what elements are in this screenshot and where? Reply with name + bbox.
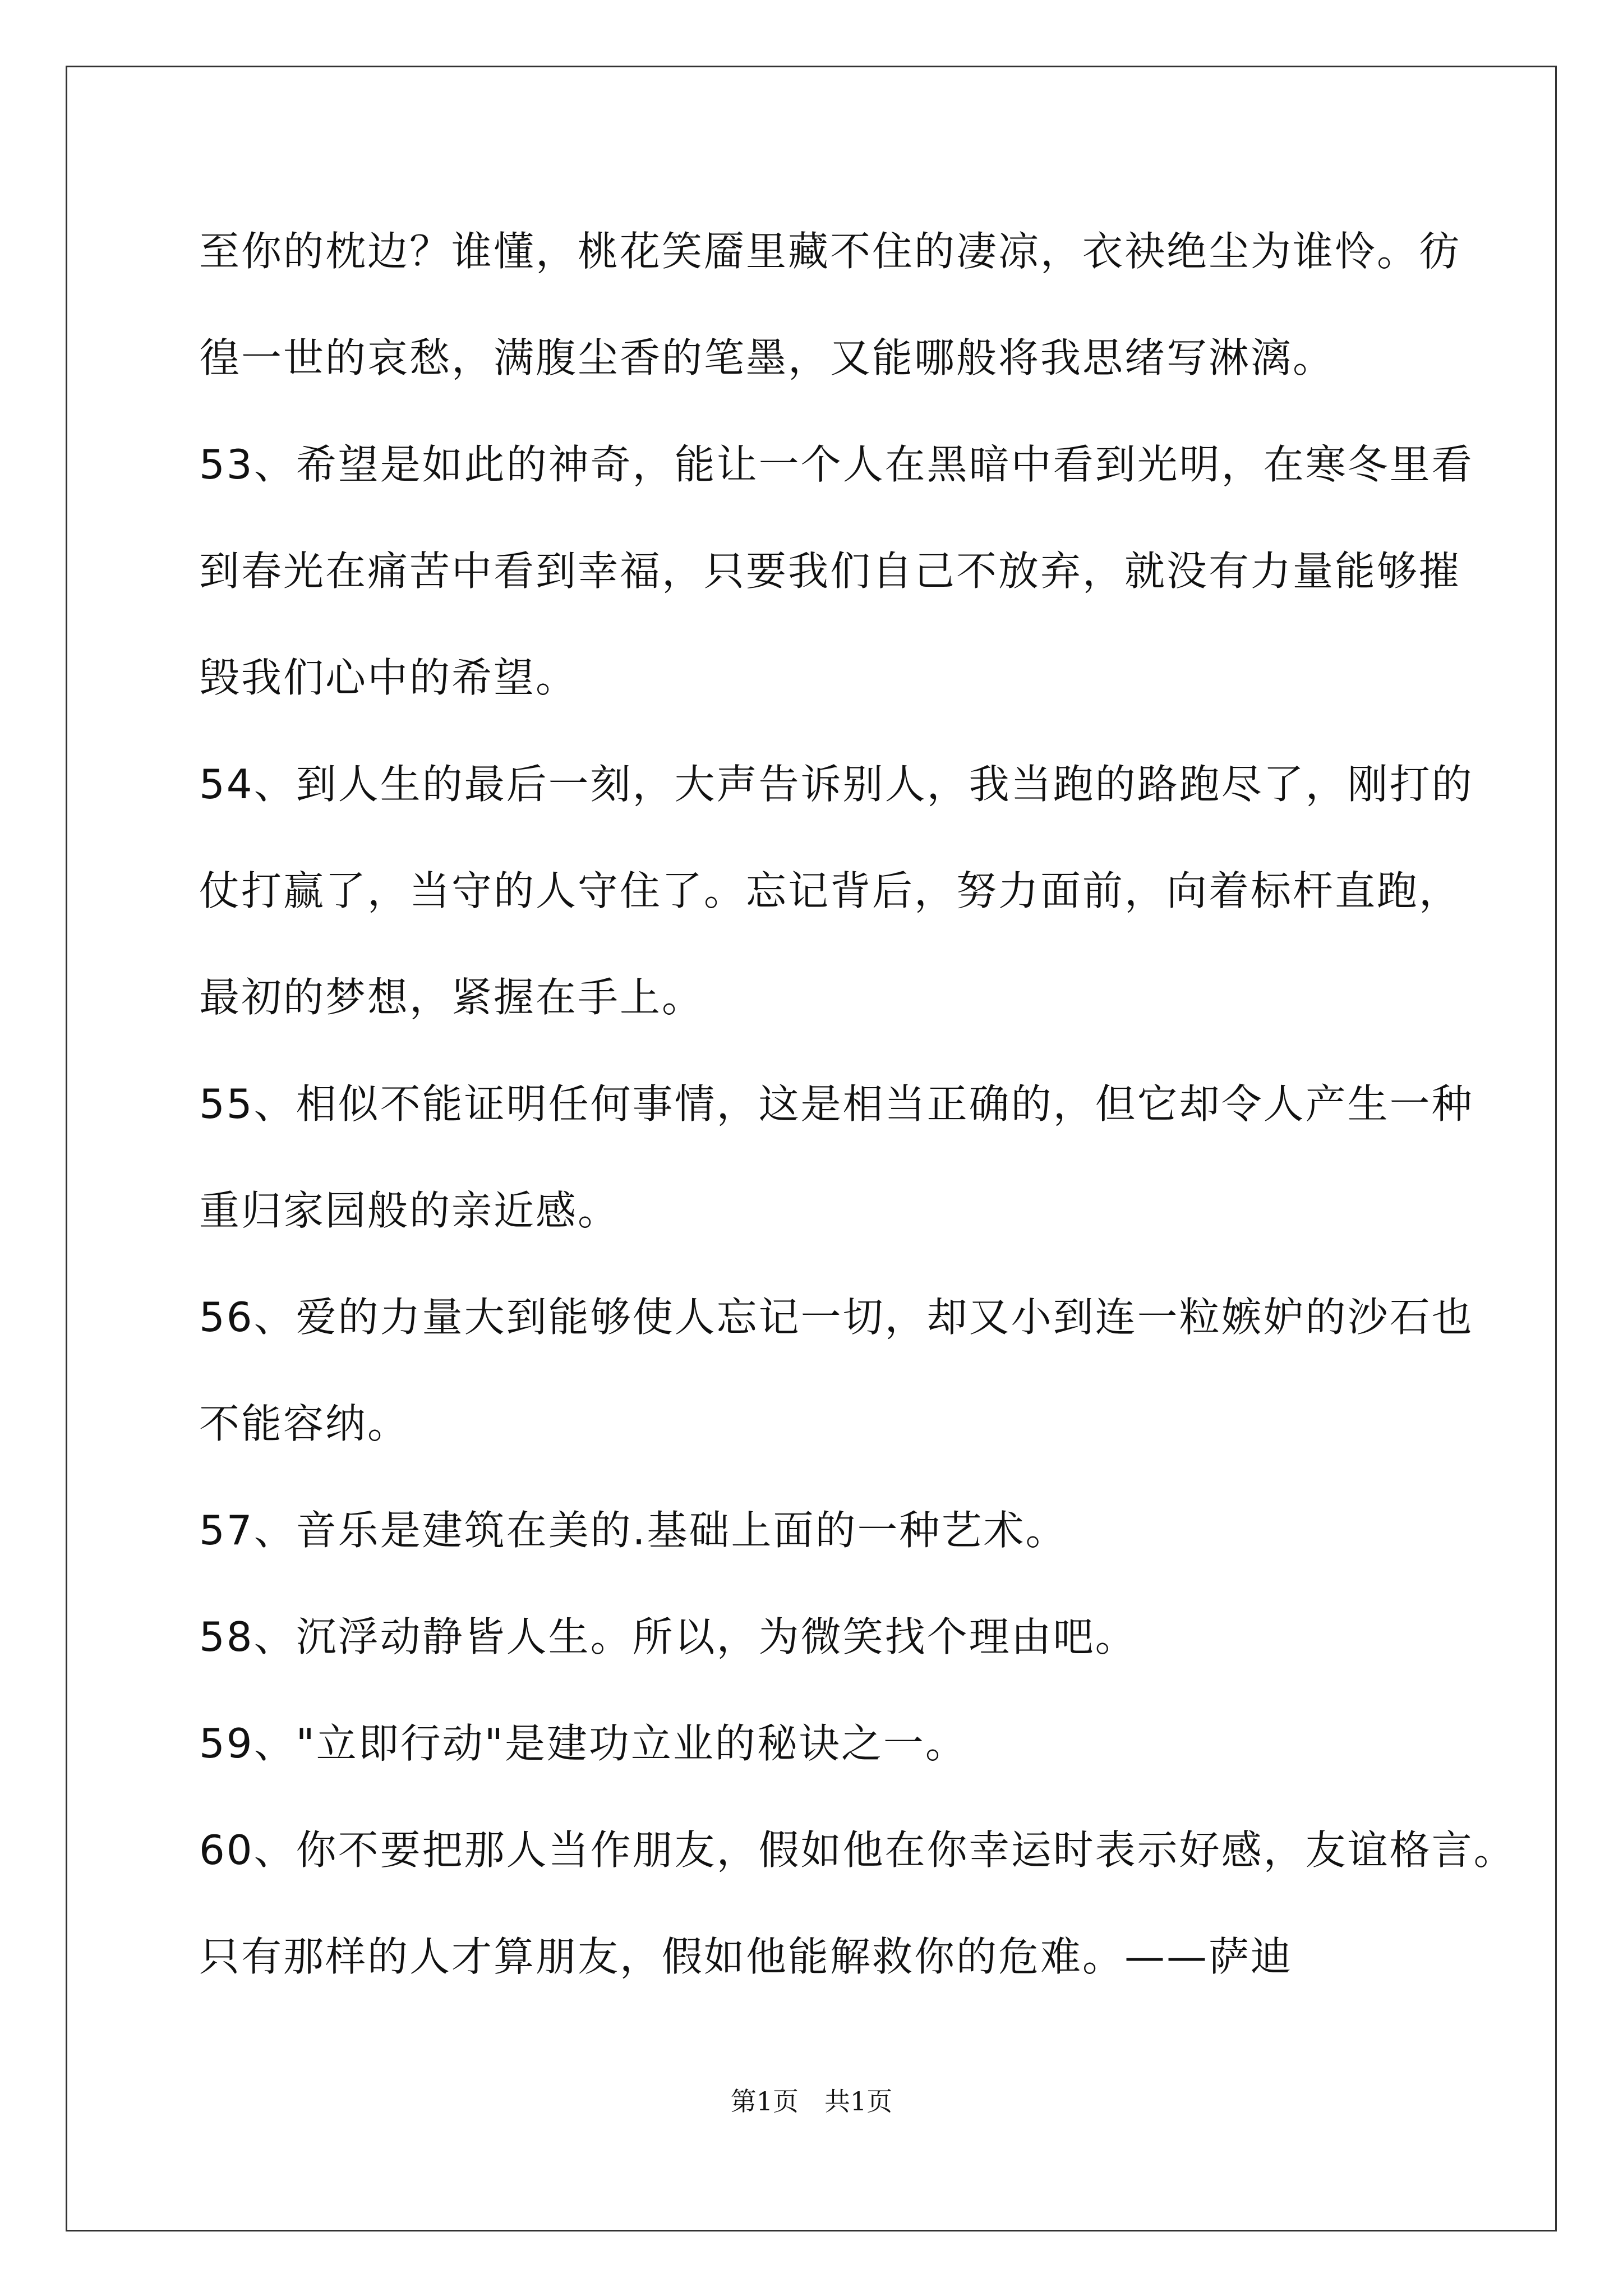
- text-line: 只有那样的人才算朋友，假如他能解救你的危难。——萨迪: [199, 1933, 1293, 1980]
- text-line: 59、"立即行动"是建功立业的秘诀之一。: [199, 1720, 967, 1767]
- document-body: [199, 218, 1516, 2030]
- text-line: 至你的枕边？谁懂，桃花笑靥里藏不住的凄凉，衣袂绝尘为谁怜。彷: [199, 228, 1461, 275]
- text-line: 55、相似不能证明任何事情，这是相当正确的，但它却令人产生一种: [199, 1080, 1474, 1128]
- text-line: 最初的梦想，紧握在手上。: [199, 974, 704, 1021]
- page-number-footer: 第1页 共1页: [730, 2086, 893, 2116]
- text-line: 56、爱的力量大到能够使人忘记一切，却又小到连一粒嫉妒的沙石也: [199, 1294, 1474, 1341]
- text-line: 58、沉浮动静皆人生。所以，为微笑找个理由吧。: [199, 1613, 1137, 1660]
- text-line: 毁我们心中的希望。: [199, 654, 578, 701]
- text-line: 重归家园般的亲近感。: [199, 1187, 620, 1234]
- text-line: 到春光在痛苦中看到幸福，只要我们自己不放弃，就没有力量能够摧: [199, 547, 1461, 595]
- text-line: 54、到人生的最后一刻，大声告诉别人，我当跑的路跑尽了，刚打的: [199, 761, 1474, 808]
- text-line: 仗打赢了，当守的人守住了。忘记背后，努力面前，向着标杆直跑，: [199, 867, 1461, 914]
- text-line: 徨一世的哀愁，满腹尘香的笔墨，又能哪般将我思绪写淋漓。: [199, 334, 1335, 381]
- text-line: 53、希望是如此的神奇，能让一个人在黑暗中看到光明，在寒冬里看: [199, 441, 1474, 488]
- text-line: 57、音乐是建筑在美的.基础上面的一种艺术。: [199, 1507, 1068, 1554]
- text-line: 60、你不要把那人当作朋友，假如他在你幸运时表示好感，友谊格言。: [199, 1826, 1516, 1874]
- text-line: 不能容纳。: [199, 1400, 410, 1447]
